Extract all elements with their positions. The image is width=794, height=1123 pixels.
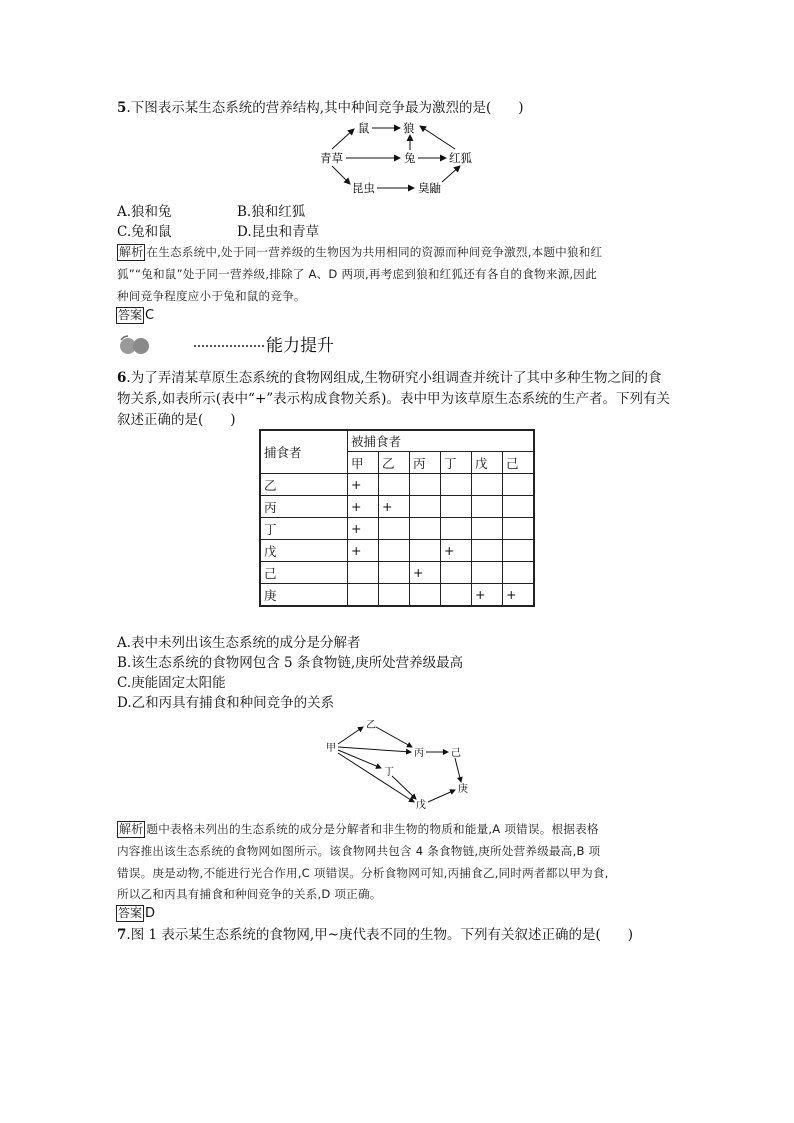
row-header: 庚 [260,584,348,607]
col-header: 己 [503,452,535,474]
arrow-jia-yi [338,727,363,744]
table-cell: + [472,584,503,607]
node-ji: 己 [451,748,461,759]
arrow-wu-geng [428,790,455,802]
col-header: 丙 [410,452,441,474]
q6-stem-line-2: 物关系,如表所示(表中“+”表示构成食物关系)。表中甲为该草原生态系统的生产者。下列有关 [117,391,670,407]
q6-explanation-line-1: 解析 题中表格未列出的生态系统的成分是分解者和非生物的物质和能量,A 项错误。根据表格 [119,822,599,836]
node-wu: 戊 [416,800,426,811]
arrow-jia-wu [338,753,414,802]
node-geng: 庚 [458,784,468,795]
table-cell [410,474,441,496]
table-cell [379,540,410,562]
table-cell: + [441,540,472,562]
node-ding: 丁 [384,767,394,778]
table-cell: + [410,562,441,584]
q6-option-c: C.庚能固定太阳能 [117,675,226,691]
table-cell [472,496,503,518]
section-circles-icon [116,334,156,358]
col-header: 丁 [441,452,472,474]
table-cell [503,540,535,562]
table-prey-header: 被捕食者 [348,430,535,452]
q6-answer: 答案 D [118,906,156,921]
node-jia: 甲 [326,743,336,754]
table-cell [410,584,441,607]
node-lang: 狼 [403,121,415,135]
table-cell [379,584,410,607]
arrow-ji-geng [455,758,461,782]
node-honghu: 红狐 [449,151,472,165]
table-row [260,584,534,607]
table-cell: + [348,540,379,562]
table-corner: 捕食者 [260,430,348,474]
q6-explanation-line-3: 错误。庚是动物,不能进行光合作用,C 项错误。分析食物网可知,丙捕食乙,同时两者都以甲为食, [117,866,609,880]
q6-stem-line-1: 6.为了弄清某草原生态系统的食物网组成,生物研究小组调查并统计了其中多种生物之间的食 [117,370,662,386]
table-cell [379,562,410,584]
table-cell: + [348,474,379,496]
section-header [116,334,416,358]
node-kunchong: 昆虫 [352,181,375,195]
table-cell [472,562,503,584]
q5-explanation-line-3: 种间竞争程度应小于兔和鼠的竞争。 [117,289,306,303]
node-qingcao: 青草 [320,151,343,165]
row-header: 丙 [260,496,348,518]
col-header: 乙 [379,452,410,474]
section-dotted-line [194,345,264,347]
answer-tag: 答案 [118,906,143,920]
q5-option-d: D.昆虫和青草 [237,224,320,240]
q5-explanation-line-2: 狐”“兔和鼠”处于同一营养级,排除了 A、D 两项,再考虑到狼和红狐还有各自的食物来源,因此 [117,267,597,281]
q6-food-web-diagram [318,710,478,814]
table-cell [441,496,472,518]
q5-explanation-line-1: 解析 在生态系统中,处于同一营养级的生物因为共用相同的资源而种间竞争激烈,本题中狼和红 [119,245,603,259]
q5-food-web-diagram [300,116,500,198]
table-cell [441,584,472,607]
table-row [260,562,534,584]
section-title: 能力提升 [266,336,334,356]
table-cell [348,584,379,607]
table-cell: + [503,584,535,607]
q5-option-c: C.兔和鼠 [117,224,172,240]
table-cell [410,518,441,540]
node-choumi: 臭鼬 [418,181,441,195]
arrow-jia-bing [338,747,411,752]
q5-option-b: B.狼和红狐 [237,204,306,220]
table-cell [441,562,472,584]
q6-stem-line-3: 叙述正确的是( ) [117,412,236,428]
table-cell: + [348,496,379,518]
table-row [260,496,534,518]
table-row [260,474,534,496]
node-yi: 乙 [366,720,376,731]
col-header: 甲 [348,452,379,474]
q5-option-a: A.狼和兔 [117,204,172,220]
node-bing: 丙 [414,748,424,759]
food-relation-table [259,429,535,607]
explanation-tag: 解析 [119,245,144,259]
table-cell [348,562,379,584]
table-cell [503,562,535,584]
table-row [260,518,534,540]
q6-option-b: B.该生态系统的食物网包含 5 条食物链,庚所处营养级最高 [117,655,464,671]
arrow-qingcao-shu [332,129,354,149]
answer-tag: 答案 [118,308,143,322]
table-cell [472,474,503,496]
table-cell [379,474,410,496]
row-header: 丁 [260,518,348,540]
q6-option-d: D.乙和丙具有捕食和种间竞争的关系 [117,695,335,711]
table-cell: + [379,496,410,518]
col-header: 戊 [472,452,503,474]
arrow-choumi-honghu [442,166,460,182]
q6-explanation-line-4: 所以乙和丙具有捕食和种间竞争的关系,D 项正确。 [117,887,382,901]
table-cell [441,474,472,496]
table-cell: + [348,518,379,540]
q7-stem: 7.图 1 表示某生态系统的食物网,甲~庚代表不同的生物。下列有关叙述正确的是( ) [117,927,634,943]
node-tu: 兔 [404,151,416,165]
table-cell [441,518,472,540]
arrow-yi-bing [376,727,412,747]
q6-explanation-line-2: 内容推出该生态系统的食物网如图所示。该食物网共包含 4 条食物链,庚所处营养级最高,B 项 [117,844,601,858]
q5-answer: 答案 C [118,308,155,323]
table-cell [410,496,441,518]
table-cell [410,540,441,562]
row-header: 己 [260,562,348,584]
q6-option-a: A.表中未列出该生态系统的成分是分解者 [117,635,361,651]
table-cell [503,518,535,540]
row-header: 乙 [260,474,348,496]
table-cell [503,496,535,518]
table-cell [379,518,410,540]
arrow-qingcao-kunchong [332,166,350,184]
arrow-honghu-lang [420,126,455,149]
node-shu: 鼠 [358,121,370,135]
arrow-jia-ding [338,750,381,768]
table-row [260,540,534,562]
table-cell [472,540,503,562]
table-cell [472,518,503,540]
explanation-tag: 解析 [119,822,144,836]
table-cell [503,474,535,496]
q5-stem: 5.下图表示某生态系统的营养结构,其中种间竞争最为激烈的是( ) [117,100,524,116]
row-header: 戊 [260,540,348,562]
